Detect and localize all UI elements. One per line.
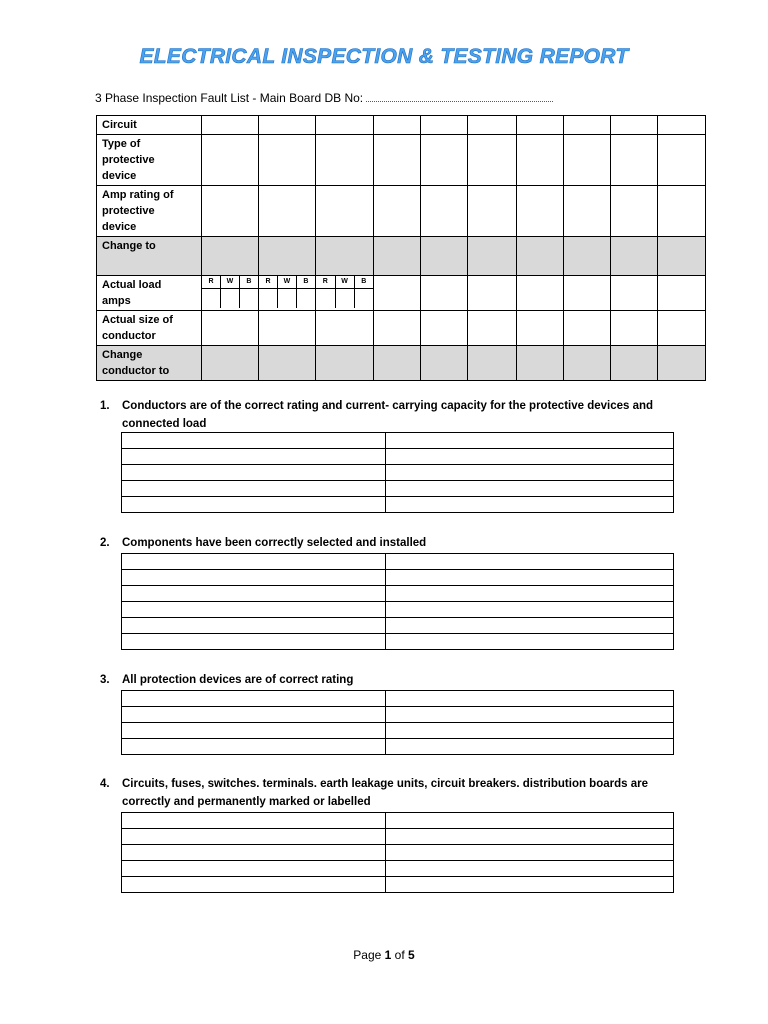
label-circuit: Circuit	[97, 116, 202, 135]
checklist-item-1: 1. Conductors are of the correct rating and current- carrying capacity for the protective devices and connected load	[100, 400, 654, 430]
page-footer: Page 1 of 5	[353, 948, 415, 962]
rwb-cell: R W B	[202, 276, 259, 311]
db-number-field[interactable]	[366, 89, 553, 102]
row-change-to	[97, 237, 706, 276]
label-type-of-protective-device: Type of protective device	[97, 135, 202, 186]
row-circuit	[97, 116, 706, 135]
row-actual-size-conductor	[97, 311, 706, 346]
label-amp-rating: Amp rating of protective device	[97, 186, 202, 237]
checklist-item-4: 4. Circuits, fuses, switches. terminals. earth leakage units, circuit breakers. distribution boards are correctly and permanently marked or labelled	[100, 778, 648, 808]
label-actual-load-amps: Actual load amps	[97, 276, 202, 311]
rwb-cell: R W B	[316, 276, 374, 311]
item-4-response-table	[121, 812, 674, 893]
item-3-response-table	[121, 690, 674, 755]
subtitle	[95, 89, 553, 105]
fault-table	[96, 115, 706, 381]
rwb-cell: R W B	[259, 276, 316, 311]
row-amp-rating	[97, 186, 706, 237]
subtitle-text: 3 Phase Inspection Fault List - Main Board DB No:	[95, 91, 364, 105]
checklist-item-2: 2. Components have been correctly selected and installed	[100, 537, 427, 549]
row-change-conductor-to	[97, 346, 706, 381]
row-type-of-protective-device	[97, 135, 706, 186]
label-actual-size-conductor: Actual size of conductor	[97, 311, 202, 346]
label-change-conductor-to: Change conductor to	[97, 346, 202, 381]
item-2-response-table	[121, 553, 674, 650]
label-change-to: Change to	[97, 237, 202, 276]
row-actual-load-amps	[97, 276, 706, 311]
item-1-response-table	[121, 432, 674, 513]
checklist-item-3: 3. All protection devices are of correct rating	[100, 674, 354, 686]
report-title: ELECTRICAL INSPECTION & TESTING REPORT	[139, 45, 629, 68]
